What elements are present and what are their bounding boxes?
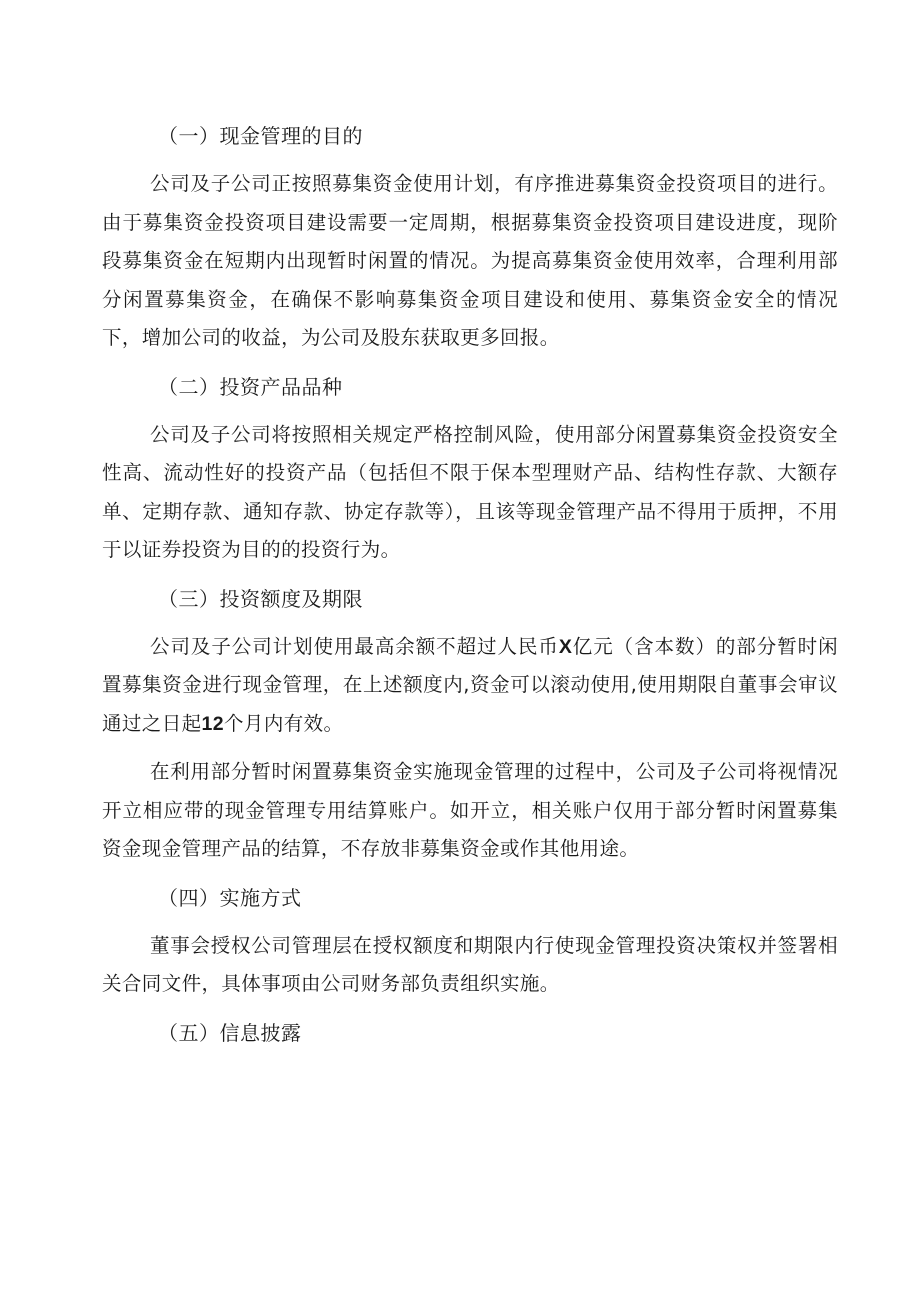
document-page	[102, 117, 838, 1052]
months-number: 12	[201, 712, 225, 735]
section-3-paragraph-1	[102, 628, 838, 744]
section-3-text-c: 个月内有效。	[224, 711, 344, 735]
section-4-paragraph: 董事会授权公司管理层在授权额度和期限内行使现金管理投资决策权并签署相关合同文件，具体事项由公司财务部负责组织实施。	[102, 933, 838, 995]
section-3-text-a: 公司及子公司计划使用最高余额不超过人民币	[150, 634, 559, 658]
section-heading-2: （二）投资产品品种	[158, 374, 343, 399]
section-3-paragraph-2: 在利用部分暂时闲置募集资金实施现金管理的过程中，公司及子公司将视情况开立相应带的现金管理专用结算账户。如开立，相关账户仅用于部分暂时闲置募集资金现金管理产品的结算，不存放非募集资金或作其他用途。	[102, 760, 838, 860]
section-2-paragraph: 公司及子公司将按照相关规定严格控制风险，使用部分闲置募集资金投资安全性高、流动性好的投资产品（包括但不限于保本型理财产品、结构性存款、大额存单、定期存款、通知存款、协定存款等），且该等现金管理产品不得用于质押，不用于以证券投资为目的的投资行为。	[102, 422, 838, 561]
section-heading-3: （三）投资额度及期限	[158, 586, 363, 611]
section-heading-4: （四）实施方式	[158, 885, 302, 910]
section-heading-1: （一）现金管理的目的	[158, 124, 363, 148]
section-1-paragraph: 公司及子公司正按照募集资金使用计划，有序推进募集资金投资项目的进行。由于募集资金投资项目建设需要一定周期，根据募集资金投资项目建设进度，现阶段募集资金在短期内出现暂时闲置的情况。为提高募集资金使用效率，合理利用部分闲置募集资金，在确保不影响募集资金项目建设和使用、募集资金安全的情况下，增加公司的收益，为公司及股东获取更多回报。	[102, 172, 838, 349]
section-heading-5: （五）信息披露	[158, 1020, 302, 1045]
section-3-text-b: 亿元（含本数）的部分暂时闲置募集资金进行现金管理，在上述额度内,资金可以滚动使用,使用期限自董事会审议通过之日起	[102, 634, 838, 735]
amount-placeholder: X	[558, 635, 573, 658]
